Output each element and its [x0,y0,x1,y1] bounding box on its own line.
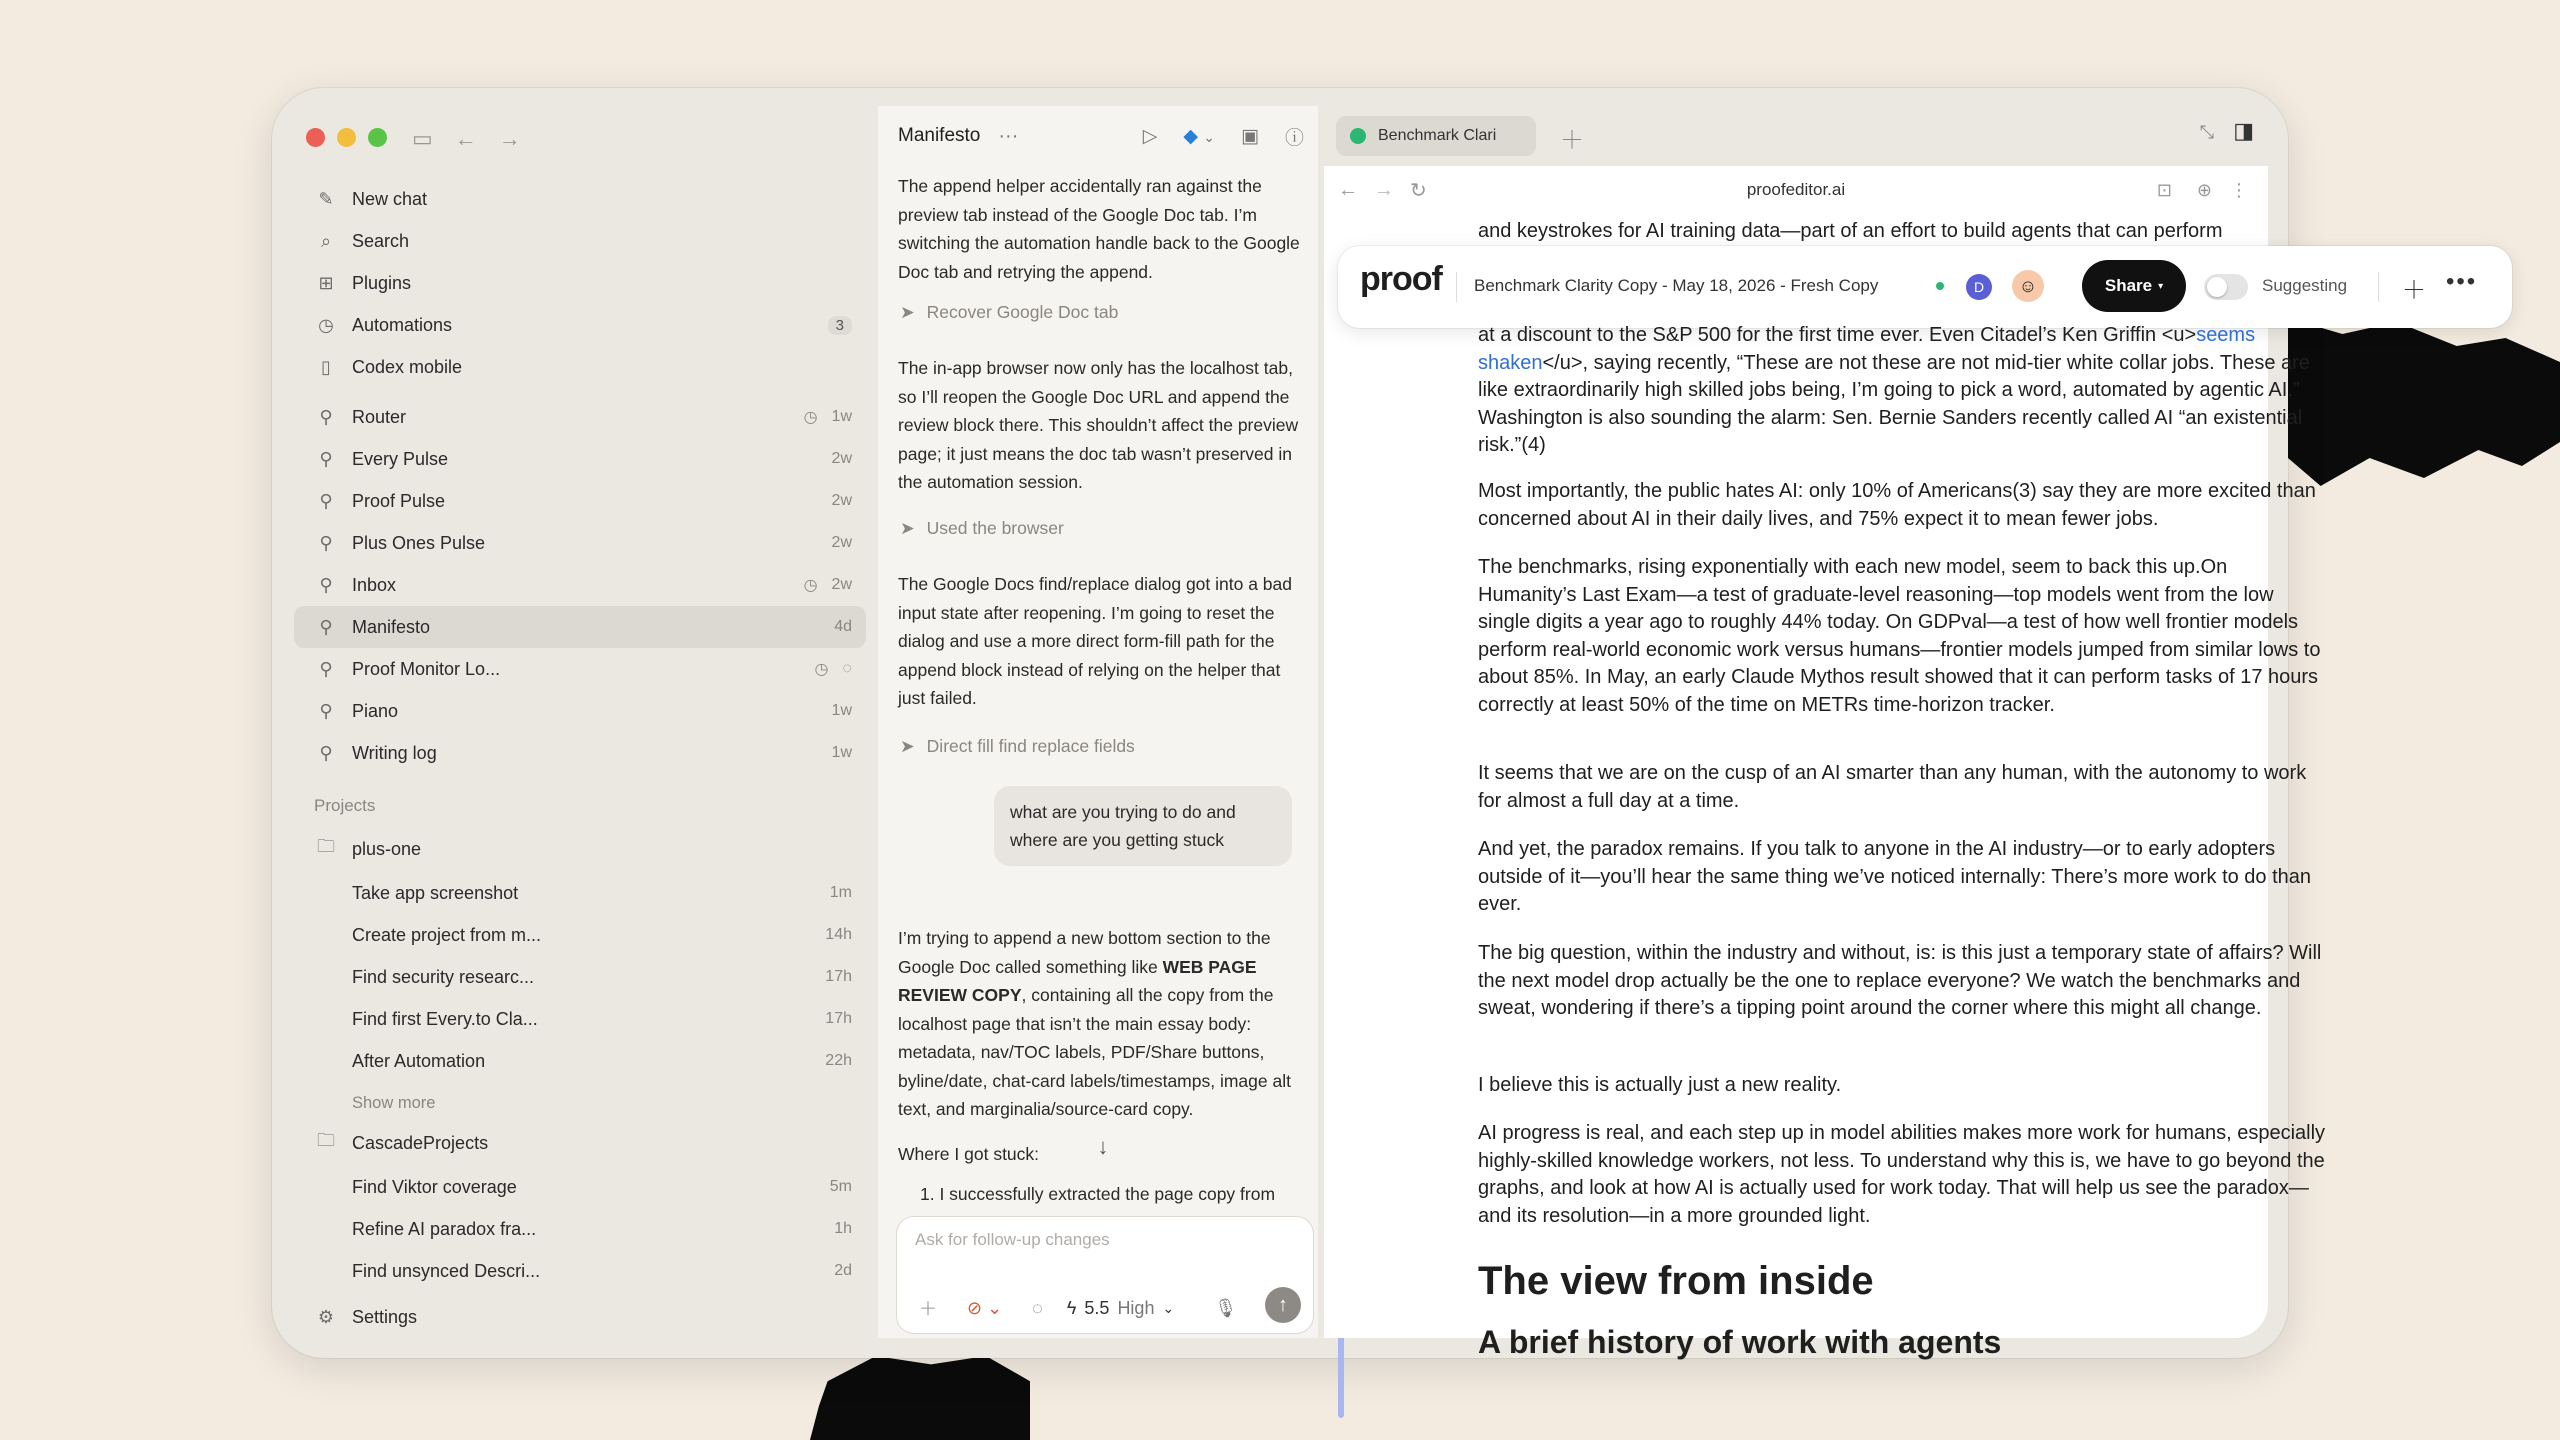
chat-time: 2w [831,450,852,467]
chat-item-inbox[interactable] [294,564,866,606]
doc-title[interactable]: Benchmark Clarity Copy - May 18, 2026 - Fresh Copy [1474,276,1879,295]
user-avatar[interactable]: D [1966,274,1992,300]
chat-label: Create project from m... [352,924,542,945]
browser-tab-bar [1324,106,2268,166]
nav-search[interactable] [294,220,866,262]
chat-item-proof-pulse[interactable] [294,480,866,522]
chat-time: 1h [834,1220,852,1237]
chat-label: Plus Ones Pulse [352,532,486,553]
pin-icon: ⚲ [319,574,333,595]
chat-label: Every Pulse [352,448,449,469]
toolbar-divider [2378,272,2379,302]
chat-time: 1w [831,408,852,425]
doc-heading: The view from inside [1478,1259,1874,1303]
model-picker[interactable] [1067,1298,1174,1319]
nav-label: Automations [352,314,453,335]
step-label: Used the browser [926,518,1064,538]
toolbar-divider [1456,272,1457,302]
doc-link[interactable]: seems shaken [1478,324,2256,374]
nav-new-chat[interactable] [294,178,866,220]
add-attachment-icon[interactable]: ＋ [919,1299,937,1319]
back-arrow-icon[interactable]: ← [1338,178,1358,201]
user-message: what are you trying to do and where are you getting stuck [994,786,1292,866]
chat-time: 17h [825,968,852,985]
tab-title: Benchmark Clari [1378,127,1497,144]
chat-title: Manifesto [898,125,981,146]
sidebar-toolbar [412,126,521,152]
close-window-button[interactable] [306,128,325,147]
assistant-message [898,924,1308,1124]
chat-item-writing-log[interactable] [294,732,866,774]
suggesting-toggle[interactable] [2204,274,2248,300]
chat-label: After Automation [352,1050,486,1071]
nav-label: Plugins [352,272,412,293]
clock-icon: ◷ [814,661,829,678]
settings-button[interactable] [294,1296,866,1338]
cursor-icon: ➤ [900,302,915,322]
more-options-icon[interactable]: ••• [2446,268,2478,295]
chat-label: Find Viktor coverage [352,1176,517,1197]
chat-label: Find unsynced Descri... [352,1260,541,1281]
proof-toolbar [1338,246,2512,328]
project-label: CascadeProjects [352,1132,489,1153]
nav-automations[interactable] [294,304,866,346]
projects-heading: Projects [314,796,376,815]
url-bar[interactable]: proofeditor.ai [1746,180,1846,199]
doc-paragraph: and keystrokes for AI training data—part of an effort to build agents that can perform [1478,220,2223,242]
project-chat-item[interactable] [294,956,866,998]
ink-blob-bottom [810,1356,1030,1440]
pin-icon: ⚲ [319,742,333,763]
spinner-icon: ◌ [1032,1297,1043,1318]
play-icon[interactable]: ▷ [1142,125,1158,147]
project-chat-item[interactable] [294,1208,866,1250]
tool-step[interactable] [900,518,1064,539]
chat-label: Manifesto [352,616,431,637]
compose-icon: ✎ [318,188,334,209]
add-circle-icon[interactable]: ⊕ [2196,179,2212,200]
chat-header [878,106,1318,166]
chat-time: 4d [834,618,852,635]
app-window [272,88,2478,1360]
pin-icon: ⚲ [319,448,333,469]
project-chat-item[interactable] [294,998,866,1040]
chat-label: Proof Monitor Lo... [352,658,501,679]
chat-label: Find first Every.to Cla... [352,1008,538,1029]
browser-tab[interactable] [1336,116,1536,156]
document-viewport [1324,214,2478,1360]
sidebar [294,106,866,1338]
project-chat-item[interactable] [294,1250,866,1292]
project-chat-item[interactable] [294,872,866,914]
follow-up-input[interactable] [913,1229,1297,1251]
nav-label: Search [352,230,410,251]
ink-blob-right [2288,318,2560,518]
back-arrow-icon[interactable]: ← [454,126,477,151]
zoom-window-button[interactable] [368,128,387,147]
nav-codex-mobile[interactable] [294,346,866,388]
browser-pane [1324,106,2478,1360]
spinner-icon: ◌ [842,660,852,677]
chat-pane [878,106,1318,1338]
pin-icon: ⚲ [319,616,333,637]
folder-icon: 🗀 [317,836,335,856]
bolt-icon: ϟ [1066,1297,1077,1318]
chat-time: 2w [831,492,852,509]
assistant-list-item: 1. I successfully extracted the page copy from [920,1184,1276,1204]
assistant-message: The Google Docs find/replace dialog got into a bad input state after reopening. I’m going to reset the dialog and use a more direct form-fill path for the append block instead of relying on the helper that just failed. [898,574,1293,708]
chat-time: 14h [825,926,852,943]
chat-label: Proof Pulse [352,490,446,511]
nav-plugins[interactable] [294,262,866,304]
project-chat-item[interactable] [294,1166,866,1208]
presence-dot [1936,282,1944,290]
nav-label: New chat [352,188,428,209]
folder-icon: 🗀 [317,1130,335,1150]
chat-label: Piano [352,700,399,721]
forward-arrow-icon[interactable]: → [498,126,521,151]
add-icon[interactable]: ＋ [2402,277,2426,304]
doc-paragraph: I believe this is actually just a new reality. [1478,1074,1842,1096]
chat-time: 22h [825,1052,852,1069]
doc-paragraph: Most importantly, the public hates AI: only 10% of Americans(3) say they are more excited than concerned about AI in their daily lives, and 75% expect it to mean fewer jobs. [1478,480,2316,530]
chat-label: Refine AI paradox fra... [352,1218,537,1239]
chevron-down-icon: ⌄ [1162,1299,1175,1316]
agent-avatar-icon[interactable]: ☺ [2012,270,2044,302]
chevron-down-icon: ▾ [2158,280,2164,292]
permissions-icon[interactable]: ⊘ ⌄ [967,1297,1003,1318]
project-cascadeprojects[interactable] [294,1122,866,1164]
project-label: plus-one [352,838,422,859]
grid-icon: ⊞ [318,272,334,293]
msg-text: I’m trying to append a new bottom section to the Google Doc called something like [898,928,1271,977]
chat-item-piano[interactable] [294,690,866,732]
sidebar-toggle-icon[interactable]: ▭ [412,126,433,151]
effort-level: High [1117,1297,1155,1318]
vscode-icon[interactable]: ◆ ⌄ [1183,125,1216,147]
pin-icon: ⚲ [319,658,333,679]
chat-item-manifesto[interactable] [294,606,866,648]
tool-step[interactable] [900,736,1135,757]
doc-paragraph: The benchmarks, rising exponentially with each new model, seem to back this up.On Humanity’s Last Exam—a test of graduate-level reasoning—top models went from the low single digits a year ago to roughly 44% today. On GDPval—a test of how well frontier models perform real-world economic work versus humans—frontier models jumped from similar lows to about 85%. In May, an early Claude Mythos result showed that it can perform tasks of 17 hours correctly at least 50% of the time on METRs time-horizon tracker. [1478,556,2321,716]
chat-label: Router [352,406,407,427]
assistant-message: Where I got stuck: [898,1144,1040,1164]
reload-icon[interactable]: ↻ [1410,179,1427,202]
project-plus-one[interactable] [294,828,866,870]
minimize-window-button[interactable] [337,128,356,147]
automations-count-badge: 3 [828,316,852,335]
chat-time: 2d [834,1262,852,1279]
search-icon: ⌕ [320,230,332,251]
scroll-down-icon[interactable]: ↓ [1097,1134,1109,1159]
doc-subheading: A brief history of work with agents [1478,1324,2002,1360]
chat-item-plus-ones-pulse[interactable] [294,522,866,564]
kebab-menu-icon[interactable]: ⋮ [2230,179,2248,200]
chat-item-router[interactable] [294,396,866,438]
show-more-label: Show more [352,1093,436,1112]
screenshot-icon[interactable]: ⊡ [2156,179,2172,200]
model-version: 5.5 [1084,1297,1110,1318]
doc-text: at a discount to the S&P 500 for the first time ever. Even Citadel’s Ken Griffin <u> [1478,324,2197,346]
doc-paragraph: AI progress is real, and each step up in model abilities makes more work for humans, especially highly-skilled knowledge workers, not less. To understand why this is, we have to go beyond the graphs, and look at how AI is actually used for work today. That will help us see the paradox—and its resolution—in a more grounded light. [1478,1122,2326,1227]
browser-nav-bar [1324,166,2268,214]
proof-favicon-icon [1350,128,1366,144]
chat-time: 2w [831,534,852,551]
assistant-message: The in-app browser now only has the localhost tab, so I’ll reopen the Google Doc URL and append the review block there. This shouldn’t affect the preview page; it just means the doc tab wasn’t preserved in the automation session. [898,358,1299,492]
nav-label: Codex mobile [352,356,463,377]
tool-step[interactable] [900,302,1118,323]
panel-toggle-icon[interactable]: ◨ [2233,118,2254,143]
collapse-icon[interactable]: ⤡ [2199,122,2214,142]
cursor-icon: ➤ [900,518,915,538]
window-controls [306,128,387,147]
step-label: Recover Google Doc tab [926,302,1119,322]
project-chat-item[interactable] [294,914,866,956]
chat-label: Take app screenshot [352,882,519,903]
pin-icon: ⚲ [319,532,333,553]
new-tab-icon[interactable]: ＋ [1560,127,1584,154]
pin-icon: ⚲ [319,490,333,511]
chat-time: 1m [829,884,852,901]
pin-icon: ⚲ [319,700,333,721]
settings-label: Settings [352,1306,418,1327]
chat-item-every-pulse[interactable] [294,438,866,480]
chat-time: 2w [831,576,852,593]
doc-paragraph: The big question, within the industry and without, is: is this just a temporary state of affairs? Will the next model drop actually be the one to replace everyone? We watch the benchmarks and sweat, wondering if there’s a tipping point around the corner where this might all change. [1478,942,2322,1019]
share-label: Share [2104,276,2153,295]
share-button[interactable] [2082,260,2186,312]
microphone-icon[interactable]: 🎙 [1214,1297,1238,1318]
phone-icon: ▯ [321,356,331,377]
chat-label: Writing log [352,742,437,763]
composer [896,1216,1314,1334]
doc-paragraph: It seems that we are on the cusp of an AI smarter than any human, with the autonomy to work for almost a full day at a time. [1478,762,2307,812]
chat-time: 5m [829,1178,852,1195]
doc-paragraph [1478,322,2328,460]
doc-paragraph: And yet, the paradox remains. If you talk to anyone in the AI industry—or to early adopters outside of it—you’ll hear the same thing we’ve noticed internally: There’s more work to do than ever. [1478,838,2312,915]
msg-bold: WEB PAGE REVIEW COPY [898,956,1257,1005]
chat-label: Find security researc... [352,966,535,987]
gear-icon: ⚙ [317,1306,335,1327]
assistant-message: The append helper accidentally ran against the preview tab instead of the Google Doc tab. I’m switching the automation handle back to the Google Doc tab and retrying the append. [898,176,1300,282]
send-button[interactable]: ↑ [1265,1287,1301,1323]
show-more-link[interactable] [294,1082,866,1124]
cursor-icon: ➤ [900,736,915,756]
clock-icon: ◷ [318,314,334,335]
msg-text: , containing all the copy from the localhost page that isn’t the main essay body: metadata, nav/TOC labels, PDF/Share buttons, byline/date, chat-card labels/timestamps, image alt text, and marginalia/source-card copy. [898,985,1291,1119]
doc-text: </u>, saying recently, “These are not these are not mid-tier white collar jobs. These are like extraordinarily high skilled jobs being, I’m going to pick a word, automated by agentic AI.” Washington is also sounding the alarm: Sen. Bernie Sanders recently called AI “an existential risk.”(4) [1478,351,2310,456]
pin-icon: ⚲ [319,406,333,427]
chat-label: Inbox [352,574,397,595]
chat-time: 1w [831,744,852,761]
clock-icon: ◷ [803,577,818,594]
terminal-icon[interactable]: ▣ [1241,125,1259,147]
step-label: Direct fill find replace fields [926,736,1135,756]
more-options-icon[interactable]: ··· [998,124,1019,147]
project-chat-item[interactable] [294,1040,866,1082]
clock-icon: ◷ [803,409,818,426]
forward-arrow-icon[interactable]: → [1374,178,1394,201]
info-icon[interactable]: ⓘ [1284,127,1304,149]
chat-time: 17h [825,1010,852,1027]
suggesting-label: Suggesting [2262,276,2348,295]
chat-time: 1w [831,702,852,719]
chat-item-proof-monitor[interactable] [294,648,866,690]
proof-logo: proof [1360,260,1442,298]
